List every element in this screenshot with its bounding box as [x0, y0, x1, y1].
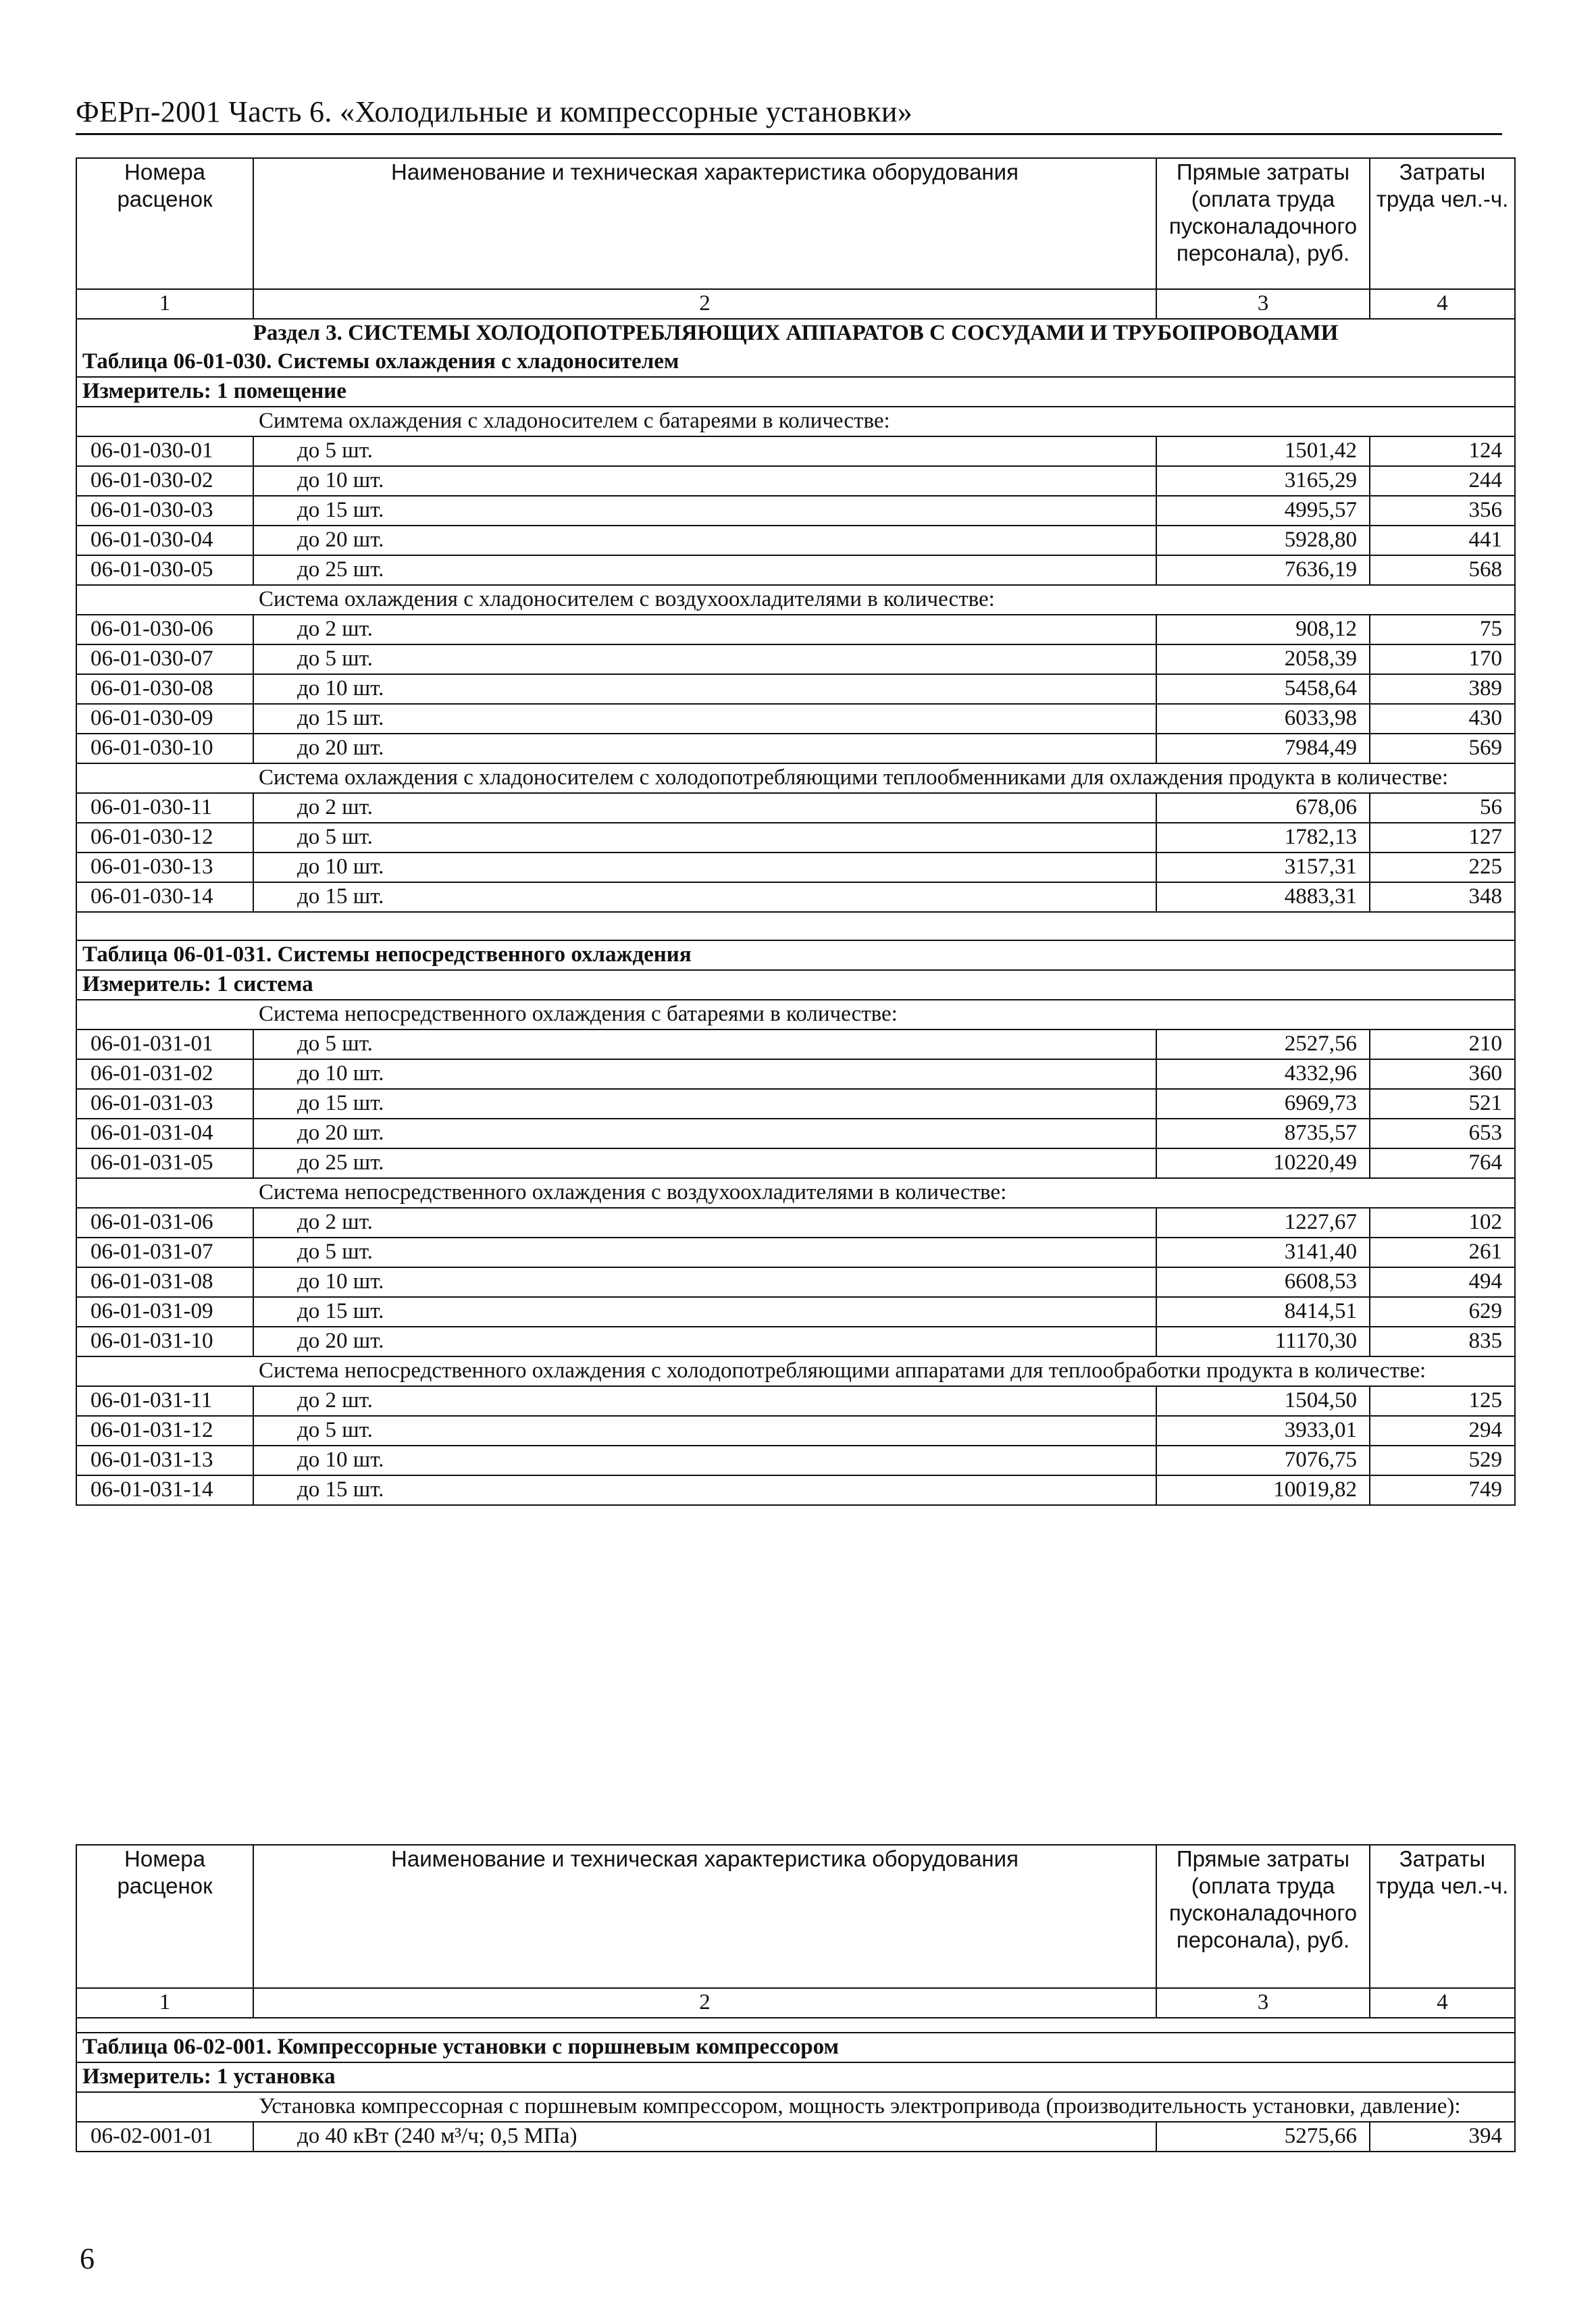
group-heading-row — [76, 585, 1515, 615]
labor-cost: 568 — [1370, 555, 1515, 585]
rate-code: 06-01-030-02 — [76, 466, 253, 496]
group-code-blank — [76, 1178, 253, 1208]
table-row — [76, 674, 1515, 704]
rate-code: 06-01-031-07 — [76, 1238, 253, 1267]
labor-cost: 127 — [1370, 823, 1515, 853]
group-code-blank — [76, 407, 253, 436]
group-code-blank — [76, 585, 253, 615]
measure-unit: Измеритель: 1 установка — [76, 2062, 1515, 2092]
labor-cost: 244 — [1370, 466, 1515, 496]
table-row — [76, 1327, 1515, 1356]
table-row — [76, 793, 1515, 823]
direct-cost: 6033,98 — [1156, 704, 1370, 734]
table-title: Таблица 06-02-001. Компрессорные установки с поршневым компрессором — [76, 2033, 1515, 2062]
direct-cost: 1504,50 — [1156, 1386, 1370, 1416]
column-header-row — [76, 158, 1515, 289]
rate-name: до 25 шт. — [253, 1148, 1156, 1178]
direct-cost: 7076,75 — [1156, 1446, 1370, 1475]
table-row — [76, 1148, 1515, 1178]
rates-table-bottom — [76, 1844, 1516, 2152]
col-header-cost: Прямые затраты (оплата труда пусконаладочного персонала), руб. — [1156, 158, 1370, 289]
labor-cost: 521 — [1370, 1089, 1515, 1119]
rate-name: до 15 шт. — [253, 1089, 1156, 1119]
measure-row — [76, 377, 1515, 407]
table-row — [76, 1119, 1515, 1148]
rate-code: 06-01-031-14 — [76, 1475, 253, 1505]
measure-unit: Измеритель: 1 помещение — [76, 377, 1515, 407]
table-row — [76, 823, 1515, 853]
rate-code: 06-01-031-09 — [76, 1297, 253, 1327]
table-title-row — [76, 2033, 1515, 2062]
labor-cost: 653 — [1370, 1119, 1515, 1148]
table-row — [76, 882, 1515, 912]
direct-cost: 6608,53 — [1156, 1267, 1370, 1297]
table-row — [76, 1416, 1515, 1446]
col-header-labor: Затраты труда чел.-ч. — [1370, 1845, 1515, 1988]
table-row — [76, 853, 1515, 882]
col-header-cost: Прямые затраты (оплата труда пусконаладочного персонала), руб. — [1156, 1845, 1370, 1988]
labor-cost: 261 — [1370, 1238, 1515, 1267]
column-header-row-repeat — [76, 1845, 1515, 1988]
group-heading: Система непосредственного охлаждения с батареями в количестве: — [253, 1000, 1515, 1030]
group-heading-row — [76, 407, 1515, 436]
table-row — [76, 1208, 1515, 1238]
rate-code: 06-01-031-06 — [76, 1208, 253, 1238]
table-row — [76, 466, 1515, 496]
rate-name: до 15 шт. — [253, 1297, 1156, 1327]
labor-cost: 360 — [1370, 1059, 1515, 1089]
rates-table-top — [76, 157, 1516, 1506]
direct-cost: 3933,01 — [1156, 1416, 1370, 1446]
direct-cost: 5928,80 — [1156, 526, 1370, 555]
rate-code: 06-01-031-03 — [76, 1089, 253, 1119]
rate-code: 06-01-030-05 — [76, 555, 253, 585]
group-heading-row — [76, 1000, 1515, 1030]
labor-cost: 629 — [1370, 1297, 1515, 1327]
group-code-blank — [76, 2092, 253, 2122]
labor-cost: 529 — [1370, 1446, 1515, 1475]
direct-cost: 8414,51 — [1156, 1297, 1370, 1327]
col-header-labor: Затраты труда чел.-ч. — [1370, 158, 1515, 289]
table-row — [76, 704, 1515, 734]
measure-unit: Измеритель: 1 система — [76, 970, 1515, 1000]
labor-cost: 835 — [1370, 1327, 1515, 1356]
rate-name: до 15 шт. — [253, 496, 1156, 526]
col-number-2: 2 — [253, 289, 1156, 319]
group-heading-row — [76, 763, 1515, 793]
section-title-row — [76, 319, 1515, 348]
col-number-3: 3 — [1156, 289, 1370, 319]
table-row — [76, 644, 1515, 674]
spacer-cell — [76, 912, 1515, 940]
labor-cost: 294 — [1370, 1416, 1515, 1446]
table-row — [76, 1297, 1515, 1327]
measure-row — [76, 970, 1515, 1000]
group-code-blank — [76, 763, 253, 793]
group-heading-row — [76, 2092, 1515, 2122]
rate-name: до 20 шт. — [253, 734, 1156, 763]
col-header-codes: Номера расценок — [76, 1845, 253, 1988]
table-row — [76, 2122, 1515, 2152]
measure-row — [76, 2062, 1515, 2092]
col-number-1: 1 — [76, 1988, 253, 2018]
rate-code: 06-01-030-09 — [76, 704, 253, 734]
labor-cost: 102 — [1370, 1208, 1515, 1238]
rate-name: до 5 шт. — [253, 436, 1156, 466]
col-header-name: Наименование и техническая характеристика оборудования — [253, 1845, 1156, 1988]
rate-code: 06-01-030-04 — [76, 526, 253, 555]
rate-code: 06-01-030-14 — [76, 882, 253, 912]
column-number-row — [76, 289, 1515, 319]
table-row — [76, 734, 1515, 763]
group-heading: Система охлаждения с хладоносителем с воздухоохладителями в количестве: — [253, 585, 1515, 615]
labor-cost: 430 — [1370, 704, 1515, 734]
direct-cost: 7984,49 — [1156, 734, 1370, 763]
direct-cost: 2527,56 — [1156, 1030, 1370, 1059]
rate-code: 06-01-031-13 — [76, 1446, 253, 1475]
rate-name: до 40 кВт (240 м³/ч; 0,5 МПа) — [253, 2122, 1156, 2152]
column-number-row-repeat — [76, 1988, 1515, 2018]
labor-cost: 389 — [1370, 674, 1515, 704]
rate-code: 06-01-030-06 — [76, 615, 253, 644]
labor-cost: 125 — [1370, 1386, 1515, 1416]
rate-code: 06-01-030-10 — [76, 734, 253, 763]
rate-name: до 10 шт. — [253, 466, 1156, 496]
rate-code: 06-01-030-08 — [76, 674, 253, 704]
labor-cost: 764 — [1370, 1148, 1515, 1178]
direct-cost: 11170,30 — [1156, 1327, 1370, 1356]
table-row — [76, 1030, 1515, 1059]
rate-name: до 20 шт. — [253, 1327, 1156, 1356]
table-title: Таблица 06-01-031. Системы непосредственного охлаждения — [76, 940, 1515, 970]
rate-code: 06-02-001-01 — [76, 2122, 253, 2152]
group-code-blank — [76, 1000, 253, 1030]
rate-name: до 5 шт. — [253, 823, 1156, 853]
labor-cost: 441 — [1370, 526, 1515, 555]
rate-name: до 15 шт. — [253, 882, 1156, 912]
table-row — [76, 1446, 1515, 1475]
rate-name: до 20 шт. — [253, 1119, 1156, 1148]
table-title-row — [76, 348, 1515, 377]
rate-code: 06-01-031-11 — [76, 1386, 253, 1416]
labor-cost: 494 — [1370, 1267, 1515, 1297]
direct-cost: 5275,66 — [1156, 2122, 1370, 2152]
table-row — [76, 526, 1515, 555]
group-heading: Симтема охлаждения с хладоносителем с батареями в количестве: — [253, 407, 1515, 436]
direct-cost: 1227,67 — [1156, 1208, 1370, 1238]
labor-cost: 356 — [1370, 496, 1515, 526]
table-row — [76, 1267, 1515, 1297]
labor-cost: 170 — [1370, 644, 1515, 674]
direct-cost: 2058,39 — [1156, 644, 1370, 674]
labor-cost: 348 — [1370, 882, 1515, 912]
rate-name: до 10 шт. — [253, 674, 1156, 704]
table-row — [76, 436, 1515, 466]
group-heading: Установка компрессорная с поршневым компрессором, мощность электропривода (производительность установки, давление): — [253, 2092, 1515, 2122]
col-number-4: 4 — [1370, 289, 1515, 319]
direct-cost: 10220,49 — [1156, 1148, 1370, 1178]
rate-name: до 5 шт. — [253, 1238, 1156, 1267]
rate-code: 06-01-031-10 — [76, 1327, 253, 1356]
rate-code: 06-01-031-01 — [76, 1030, 253, 1059]
group-code-blank — [76, 1356, 253, 1386]
page-number: 6 — [80, 2242, 95, 2275]
rate-name: до 10 шт. — [253, 1267, 1156, 1297]
rate-name: до 5 шт. — [253, 644, 1156, 674]
table-row — [76, 555, 1515, 585]
direct-cost: 3165,29 — [1156, 466, 1370, 496]
rate-name: до 2 шт. — [253, 1386, 1156, 1416]
rate-code: 06-01-031-02 — [76, 1059, 253, 1089]
group-heading-row — [76, 1178, 1515, 1208]
direct-cost: 3157,31 — [1156, 853, 1370, 882]
direct-cost: 6969,73 — [1156, 1089, 1370, 1119]
rate-name: до 15 шт. — [253, 1475, 1156, 1505]
col-number-1: 1 — [76, 289, 253, 319]
rate-name: до 10 шт. — [253, 1059, 1156, 1089]
rate-code: 06-01-030-03 — [76, 496, 253, 526]
rate-name: до 20 шт. — [253, 526, 1156, 555]
rate-code: 06-01-031-05 — [76, 1148, 253, 1178]
labor-cost: 394 — [1370, 2122, 1515, 2152]
spacer-row — [76, 912, 1515, 940]
col-number-3: 3 — [1156, 1988, 1370, 2018]
group-heading-row — [76, 1356, 1515, 1386]
direct-cost: 5458,64 — [1156, 674, 1370, 704]
rate-code: 06-01-030-07 — [76, 644, 253, 674]
table-title: Таблица 06-01-030. Системы охлаждения с хладоносителем — [76, 348, 1515, 377]
rate-code: 06-01-030-01 — [76, 436, 253, 466]
direct-cost: 908,12 — [1156, 615, 1370, 644]
table-row — [76, 1475, 1515, 1505]
table-row — [76, 1059, 1515, 1089]
table-title-row — [76, 940, 1515, 970]
running-header: ФЕРп-2001 Часть 6. «Холодильные и компрессорные установки» — [76, 95, 913, 128]
direct-cost: 4883,31 — [1156, 882, 1370, 912]
direct-cost: 8735,57 — [1156, 1119, 1370, 1148]
direct-cost: 3141,40 — [1156, 1238, 1370, 1267]
col-number-4: 4 — [1370, 1988, 1515, 2018]
labor-cost: 56 — [1370, 793, 1515, 823]
table-row — [76, 615, 1515, 644]
rate-code: 06-01-030-12 — [76, 823, 253, 853]
col-header-name: Наименование и техническая характеристика оборудования — [253, 158, 1156, 289]
rate-name: до 5 шт. — [253, 1416, 1156, 1446]
rate-name: до 5 шт. — [253, 1030, 1156, 1059]
rate-code: 06-01-030-11 — [76, 793, 253, 823]
direct-cost: 1501,42 — [1156, 436, 1370, 466]
section-title: Раздел 3. СИСТЕМЫ ХОЛОДОПОТРЕБЛЯЮЩИХ АППАРАТОВ С СОСУДАМИ И ТРУБОПРОВОДАМИ — [76, 319, 1515, 348]
rate-code: 06-01-031-08 — [76, 1267, 253, 1297]
group-heading: Система охлаждения с хладоносителем с холодопотребляющими теплообменниками для охлаждения продукта в количестве: — [253, 763, 1515, 793]
rate-name: до 15 шт. — [253, 704, 1156, 734]
direct-cost: 4332,96 — [1156, 1059, 1370, 1089]
rate-code: 06-01-031-12 — [76, 1416, 253, 1446]
labor-cost: 569 — [1370, 734, 1515, 763]
rate-name: до 2 шт. — [253, 1208, 1156, 1238]
direct-cost: 4995,57 — [1156, 496, 1370, 526]
direct-cost: 10019,82 — [1156, 1475, 1370, 1505]
table-row — [76, 496, 1515, 526]
rate-code: 06-01-030-13 — [76, 853, 253, 882]
table-row — [76, 1089, 1515, 1119]
spacer-cell — [76, 2018, 1515, 2033]
labor-cost: 225 — [1370, 853, 1515, 882]
header-rule — [76, 133, 1502, 135]
rate-name: до 10 шт. — [253, 853, 1156, 882]
labor-cost: 749 — [1370, 1475, 1515, 1505]
col-header-codes: Номера расценок — [76, 158, 253, 289]
table-row — [76, 1386, 1515, 1416]
direct-cost: 7636,19 — [1156, 555, 1370, 585]
rate-name: до 2 шт. — [253, 793, 1156, 823]
spacer-row — [76, 2018, 1515, 2033]
rate-name: до 10 шт. — [253, 1446, 1156, 1475]
rate-code: 06-01-031-04 — [76, 1119, 253, 1148]
group-heading: Система непосредственного охлаждения с воздухоохладителями в количестве: — [253, 1178, 1515, 1208]
labor-cost: 124 — [1370, 436, 1515, 466]
rate-name: до 2 шт. — [253, 615, 1156, 644]
direct-cost: 678,06 — [1156, 793, 1370, 823]
labor-cost: 75 — [1370, 615, 1515, 644]
labor-cost: 210 — [1370, 1030, 1515, 1059]
group-heading: Система непосредственного охлаждения с холодопотребляющими аппаратами для теплообработки продукта в количестве: — [253, 1356, 1515, 1386]
direct-cost: 1782,13 — [1156, 823, 1370, 853]
col-number-2: 2 — [253, 1988, 1156, 2018]
table-row — [76, 1238, 1515, 1267]
rate-name: до 25 шт. — [253, 555, 1156, 585]
